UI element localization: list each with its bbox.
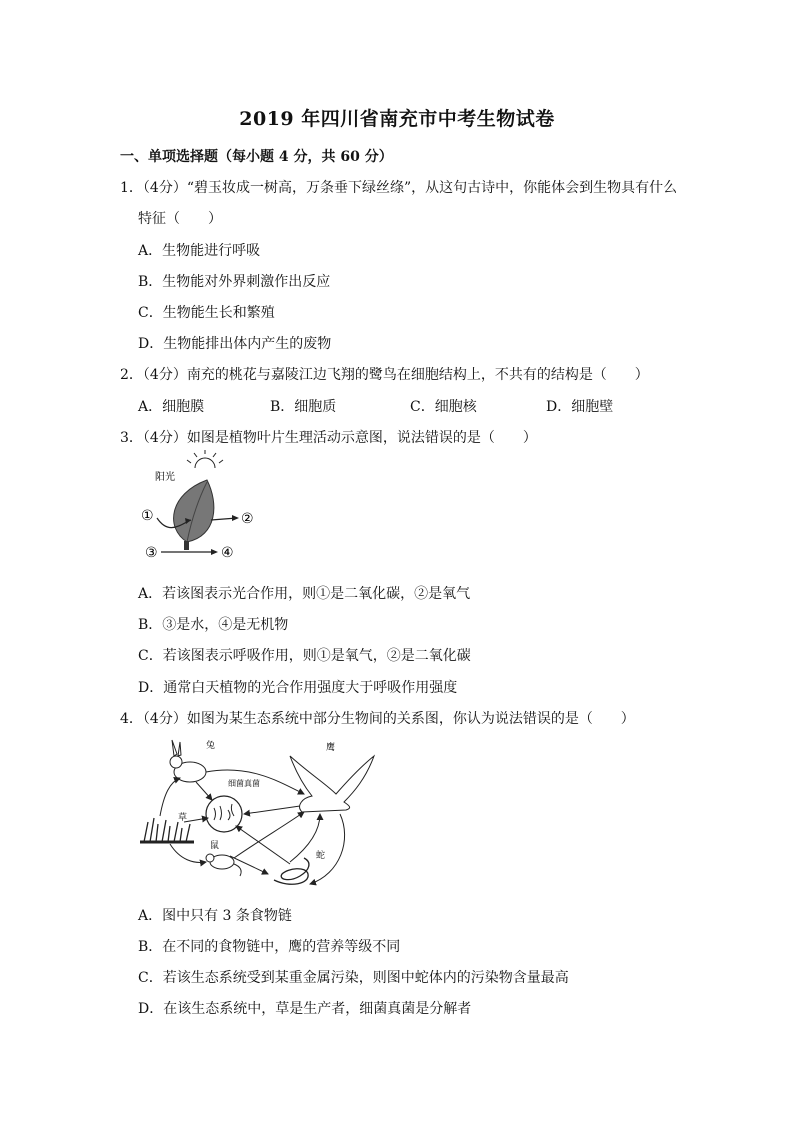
question-2-options [138, 396, 658, 416]
question-1-option-a: A．生物能进行呼吸 [138, 243, 261, 259]
question-4-option-a: A．图中只有 3 条食物链 [138, 908, 292, 924]
question-2-option-d: D．细胞壁 [546, 399, 614, 415]
leaf-shape [174, 480, 214, 542]
question-3-stem: 3．（4分）如图是植物叶片生理活动示意图，说法错误的是（ ） [120, 430, 537, 446]
label-grass: 草 [178, 813, 188, 823]
question-1-option-b: B．生物能对外界刺激作出反应 [138, 274, 331, 290]
question-3-option-c: C．若该图表示呼吸作用，则①是氧气，②是二氧化碳 [138, 648, 471, 664]
eagle-icon [290, 756, 374, 812]
question-3-option-a: A．若该图表示光合作用，则①是二氧化碳，②是氧气 [138, 586, 471, 602]
question-2-option-b: B．细胞质 [270, 399, 337, 415]
question-1-stem-line-1: 1．（4分）“碧玉妆成一树高，万条垂下绿丝绦”，从这句古诗中，你能体会到生物具有什么 [120, 180, 678, 196]
sun-icon [187, 450, 223, 468]
question-1-stem-line-2: 特征（ ） [138, 211, 222, 227]
question-2-option-c: C．细胞核 [410, 399, 477, 415]
mark-4: ④ [221, 545, 234, 561]
question-4-option-c: C．若该生态系统受到某重金属污染，则图中蛇体内的污染物含量最高 [138, 970, 569, 986]
label-eagle: 鹰 [326, 743, 336, 753]
question-1-option-c: C．生物能生长和繁殖 [138, 305, 275, 321]
question-2-option-a: A．细胞膜 [138, 399, 205, 415]
question-3-option-b: B．③是水，④是无机物 [138, 617, 289, 633]
food-web-diagram [140, 734, 380, 892]
question-4-option-b: B．在不同的食物链中，鹰的营养等级不同 [138, 939, 401, 955]
question-4-option-d: D．在该生态系统中，草是生产者，细菌真菌是分解者 [138, 1001, 472, 1017]
sun-label: 阳光 [155, 472, 175, 483]
page-title: 2019 年四川省南充市中考生物试卷 [239, 108, 555, 130]
mark-2: ② [241, 511, 254, 527]
mark-1: ① [141, 508, 154, 524]
rabbit-icon [170, 740, 206, 782]
mark-3: ③ [145, 545, 158, 561]
label-microbes: 细菌真菌 [228, 779, 260, 788]
label-snake: 蛇 [316, 851, 326, 861]
label-mouse: 鼠 [210, 841, 220, 851]
question-3-option-d: D．通常白天植物的光合作用强度大于呼吸作用强度 [138, 680, 458, 696]
question-1-option-d: D．生物能排出体内产生的废物 [138, 336, 332, 352]
label-rabbit: 兔 [206, 741, 216, 751]
leaf-diagram [135, 450, 275, 572]
question-2-stem: 2．（4分）南充的桃花与嘉陵江边飞翔的鹭鸟在细胞结构上，不共有的结构是（ ） [120, 367, 649, 383]
question-4-stem: 4．（4分）如图为某生态系统中部分生物间的关系图，你认为说法错误的是（ ） [120, 711, 635, 727]
snake-icon [274, 858, 309, 884]
section-heading: 一、单项选择题（每小题 4 分，共 60 分） [120, 149, 393, 165]
